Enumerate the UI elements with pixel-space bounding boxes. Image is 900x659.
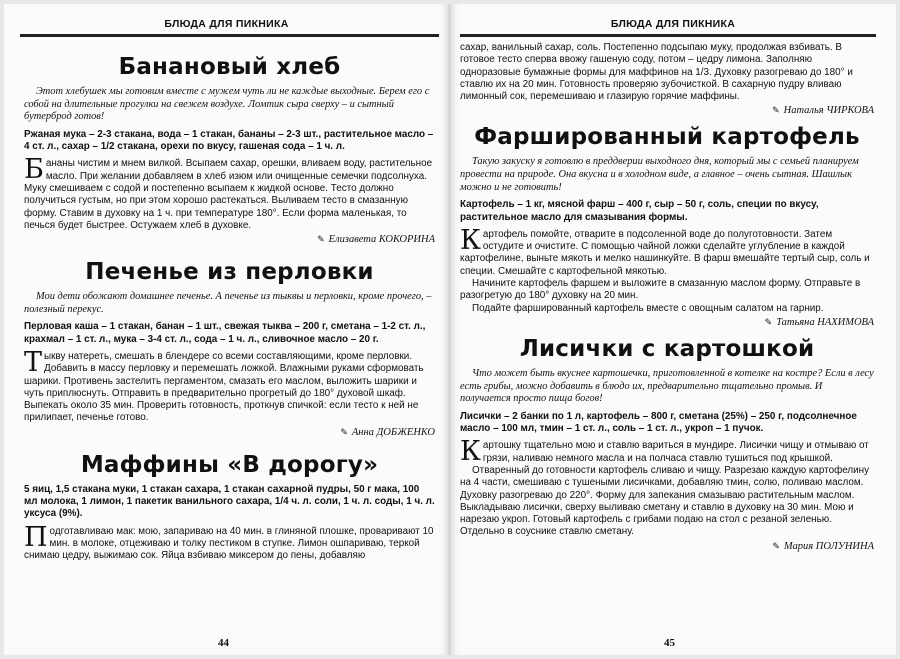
recipe-paragraph: Подготавливаю мак: мою, запариваю на 40 мин. в глиняной плошке, проваривают 10 мин. в молоке, отцеживаю и толку пестиком в ступке. Лимон ошпариваю, теркой снимаю цедру, выжимаю сок. Яйца взбиваю миксером до пены, добавляю xyxy=(24,521,434,562)
recipe-title: Банановый хлеб xyxy=(118,54,341,80)
recipe-paragraph: Подайте фаршированный картофель вместе с овощным салатом на гарнир. xyxy=(472,302,824,314)
recipe-body xyxy=(24,154,435,232)
magazine-spread xyxy=(4,4,896,655)
recipe-author xyxy=(460,541,874,552)
recipe-paragraph: Отваренный до готовности картофель сливаю и чищу. Разрезаю каждую картофелину на 4 части, смешиваю с тушеными лисичками, добавляю тмин, солю, поливаю маслом. Духовку разогреваю до 220°. Форму для запекания смазываю растительным маслом. Выкладываю лисички, сверху выливаю сметану и ставлю в духовку на 30 мин. Мою и нарезаю укроп. Готовый картофель с грибами подаю на стол с резаной зеленью. Отдельно в соуснике ставлю сметану. xyxy=(460,464,870,538)
author-name: Елизавета КОКОРИНА xyxy=(328,234,435,246)
recipe-intro: Что может быть вкуснее картошечки, приготовленной в котелке на костре? Если в лесу есть грибы, можно добавить в блюдо их, предварительно тщательно промыв. И получается просто пища богов! xyxy=(460,367,874,405)
recipe-title: Лисички с картошкой xyxy=(519,335,815,362)
recipe-author xyxy=(24,234,435,245)
recipe-body xyxy=(460,436,874,538)
recipe-ingredients: Картофель – 1 кг, мясной фарш – 400 г, сыр – 50 г, соль, специи по вкусу, растительное масло для смазывания формы. xyxy=(460,199,819,223)
running-head: БЛЮДА ДЛЯ ПИКНИКА xyxy=(164,18,289,30)
author-name: Мария ПОЛУНИНА xyxy=(783,540,874,552)
pen-icon: ✎ xyxy=(340,426,348,437)
recipe-title: Печенье из перловки xyxy=(85,259,374,286)
pen-icon: ✎ xyxy=(764,316,773,327)
recipe-intro: Такую закуску я готовлю в преддверии выходного дня, который мы с семьей планируем провести на природе. Она вкусна и в холодном виде, а главное – очень сытная. Шашлык можно и не готовить! xyxy=(460,156,859,193)
recipe-title: Маффины «В дорогу» xyxy=(80,451,379,478)
pen-icon: ✎ xyxy=(772,540,780,551)
recipe-intro: Этот хлебушек мы готовим вместе с мужем чуть ли не каждые выходные. Берем его с собой на длительные прогулки на свежем воздухе. Ломтик сыра сверху – и сытный бутерброд готов! xyxy=(24,86,430,123)
page-number: 45 xyxy=(664,637,675,649)
right-page-content xyxy=(460,42,874,631)
recipe-paragraph: Картошку тщательно мою и ставлю вариться в мундире. Лисички чищу и отмываю от грязи, наливаю немного масла и на полчаса ставлю тушиться под крышкой. xyxy=(460,436,869,468)
recipe-paragraph: Начините картофель фаршем и выложите в смазанную маслом форму. Отправьте в разогретую до 180° духовку на 20 мин. xyxy=(460,278,861,302)
recipe-author xyxy=(460,317,874,328)
recipe-muffins xyxy=(24,452,435,563)
pen-icon: ✎ xyxy=(317,234,325,245)
recipe-body xyxy=(460,224,874,315)
recipe-paragraph: Картофель помойте, отварите в подсоленной воде до полуготовности. Затем остудите и очистите. С помощью чайной ложки сделайте углубление в каждой картофелине, выньте мякоть и мелко нашинкуйте. В фарш вмешайте тертый сыр, соль и специи. Смешайте с картофельной мякотью. xyxy=(460,224,870,277)
recipe-paragraph: Бананы чистим и мнем вилкой. Всыпаем сахар, орешки, вливаем воду, растительное масло. При желании добавляем в хлеб изюм или очищенные семечки подсолнуха. Муку смешиваем с содой и постепенно всыпаем к жидкой основе. Тесто должно получиться густым, но при этом хорошо растекаться. Выливаем тесто в смазанную форму. Ставим в духовку на 1 ч. при температуре 180°. Если форма маленькая, то печься будет быстрее. Остужаем хлеб в духовке. xyxy=(24,154,433,231)
left-page xyxy=(4,4,450,655)
recipe-ingredients: Лисички – 2 банки по 1 л, картофель – 800 г, сметана (25%) – 250 г, подсолнечное масло – 100 мл, тмин – 1 ст. л., соль – 1 ст. л., укроп – 1 пучок. xyxy=(460,410,857,435)
recipe-banana-bread xyxy=(24,54,435,245)
recipe-ingredients: Ржаная мука – 2-3 стакана, вода – 1 стакан, бананы – 2-3 шт., растительное масло – 4 ст. л., сахар – 1/2 стакана, орехи по вкусу, гашеная сода – 1 ч. л. xyxy=(24,128,434,153)
right-page xyxy=(450,4,896,655)
recipe-paragraph: Тыкву натереть, смешать в блендере со всеми составляющими, кроме перловки. Добавить в массу перловку и перемешать ложкой. Влажными руками сформовать шарики. Противень застелить пергаментом, смазать его маслом, выложить шарики и чуть приплюснуть. Отправить в предварительно прогретый до 180° духовой шкаф. Выпекать около 35 мин. Проверить готовность, проткнув спичкой: если тесто к ней не прилипает, печенье готово. xyxy=(24,346,424,424)
recipe-ingredients: Перловая каша – 1 стакан, банан – 1 шт., свежая тыква – 200 г, сметана – 1-2 ст. л., крахмал – 1 ст. л., мука – 3-4 ст. л., сода – 1 ч. л., сливочное масло – 20 г. xyxy=(24,321,426,345)
recipe-body xyxy=(24,346,435,425)
author-name: Анна ДОБЖЕНКО xyxy=(351,426,435,438)
recipe-author xyxy=(24,427,435,438)
recipe-barley-cookies xyxy=(24,259,435,438)
author-name: Наталья ЧИРКОВА xyxy=(783,105,874,117)
recipe-stuffed-potatoes xyxy=(460,124,874,327)
recipe-continuation: сахар, ванильный сахар, соль. Постепенно подсыпаю муку, продолжая взбивать. В готовое тесто сперва ввожу гашеную соду, потом – цедру лимона. Заполняю одноразовые бумажные формы для маффинов на 1/3. Духовку разогреваю до 180° и ставлю их на 20 мин. Готовность проверяю зубочисткой. В сахарную пудру вливаю лимонный сок, перемешиваю и глазирую горячие маффины. xyxy=(460,42,853,103)
left-page-content xyxy=(24,40,435,631)
recipe-ingredients: 5 яиц, 1,5 стакана муки, 1 стакан сахара, 1 стакан сахарной пудры, 50 г мака, 100 мл молока, 1 лимон, 1 пакетик ванильного сахара, 1/4 ч. л. соли, 1 ч. л. соды, 1 ч. л. уксуса (9%). xyxy=(24,483,435,520)
pen-icon: ✎ xyxy=(772,105,780,116)
recipe-intro: Мои дети обожают домашнее печенье. А печенье из тыквы и перловки, кроме прочего, – полезный перекус. xyxy=(24,291,432,315)
author-name: Татьяна НАХИМОВА xyxy=(776,316,874,328)
recipe-body xyxy=(24,521,435,563)
recipe-author xyxy=(460,105,874,116)
recipe-chanterelles xyxy=(460,336,874,552)
header-rule xyxy=(460,34,876,37)
running-head: БЛЮДА ДЛЯ ПИКНИКА xyxy=(610,18,736,30)
page-number: 44 xyxy=(218,637,229,649)
recipe-title: Фаршированный картофель xyxy=(474,124,860,151)
header-rule xyxy=(20,34,439,37)
